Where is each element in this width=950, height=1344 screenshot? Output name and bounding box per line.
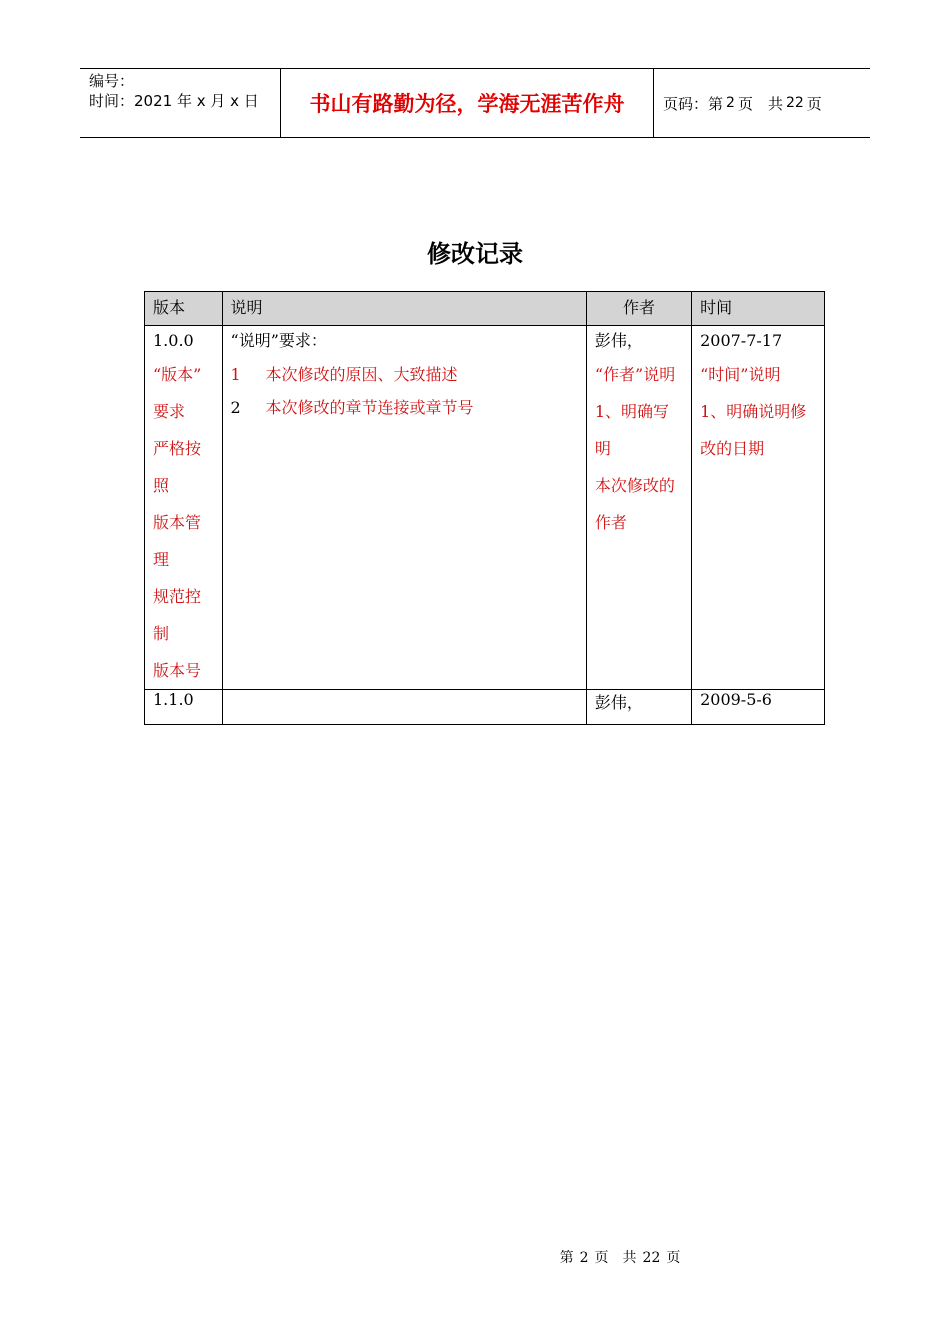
version-note: 严格按照 — [153, 439, 202, 495]
header-page-info — [654, 69, 870, 137]
footer-total: 22 — [642, 1250, 661, 1266]
revision-table — [144, 291, 825, 725]
item-text: 本次修改的原因、大致描述 — [265, 365, 458, 384]
cell-author: 彭伟， — [586, 690, 691, 725]
description-item — [231, 393, 578, 423]
header-description: 说明 — [222, 292, 586, 326]
author-note: 本次修改的 — [594, 476, 675, 495]
item-text: 本次修改的章节连接或章节号 — [265, 398, 474, 417]
cell-version: 1.1.0 — [145, 690, 223, 725]
page-mid: 页 共 — [737, 94, 783, 113]
cell-author — [586, 326, 691, 690]
page-suffix: 页 — [806, 94, 822, 113]
footer-suffix: 页 — [666, 1250, 681, 1266]
version-note: “版本” — [153, 365, 202, 384]
page-total: 22 — [785, 95, 804, 111]
cell-description — [222, 326, 586, 690]
author-note: 作者 — [594, 513, 627, 532]
table-header-row — [145, 292, 825, 326]
page-prefix: 页码：第 — [663, 94, 724, 113]
cell-description — [222, 690, 586, 725]
header-author: 作者 — [586, 292, 691, 326]
page-current: 2 — [726, 95, 735, 111]
author-note: “作者”说明 — [594, 365, 676, 384]
cell-date — [692, 326, 825, 690]
cell-date: 2009-5-6 — [692, 690, 825, 725]
header-meta — [80, 69, 281, 137]
version-note: 版本号 — [153, 661, 202, 680]
date-note: 1、明确说明修 — [700, 402, 807, 421]
version-note: 要求 — [153, 402, 186, 421]
description-item — [231, 356, 578, 393]
version-note: 版本管理 — [153, 513, 202, 569]
date-note: “时间”说明 — [700, 365, 781, 384]
page-header — [80, 68, 870, 138]
version-note: 规范控制 — [153, 587, 202, 643]
page-title: 修改记录 — [427, 240, 523, 268]
number-label: 编号： — [89, 72, 135, 90]
item-number: 1 — [230, 365, 241, 384]
footer-current: 2 — [579, 1250, 589, 1266]
table-row — [145, 690, 825, 725]
author-note: 1、明确写明 — [594, 402, 670, 458]
date-note: 改的日期 — [700, 439, 765, 458]
time-label: 时间：2021 年 x 月 x 日 — [89, 92, 259, 110]
version-value: 1.0.0 — [153, 331, 194, 350]
table-row — [145, 326, 825, 690]
item-number: 2 — [230, 398, 241, 417]
cell-version — [145, 326, 223, 690]
description-intro: “说明”要求： — [230, 331, 327, 350]
header-date: 时间 — [692, 292, 825, 326]
date-value: 2007-7-17 — [700, 331, 783, 350]
author-value: 彭伟， — [594, 331, 643, 350]
header-motto: 书山有路勤为径，学海无涯苦作舟 — [281, 69, 654, 137]
footer-mid: 页 共 — [594, 1250, 637, 1266]
footer-prefix: 第 — [559, 1250, 574, 1266]
header-version: 版本 — [145, 292, 223, 326]
page-footer — [0, 1247, 950, 1267]
